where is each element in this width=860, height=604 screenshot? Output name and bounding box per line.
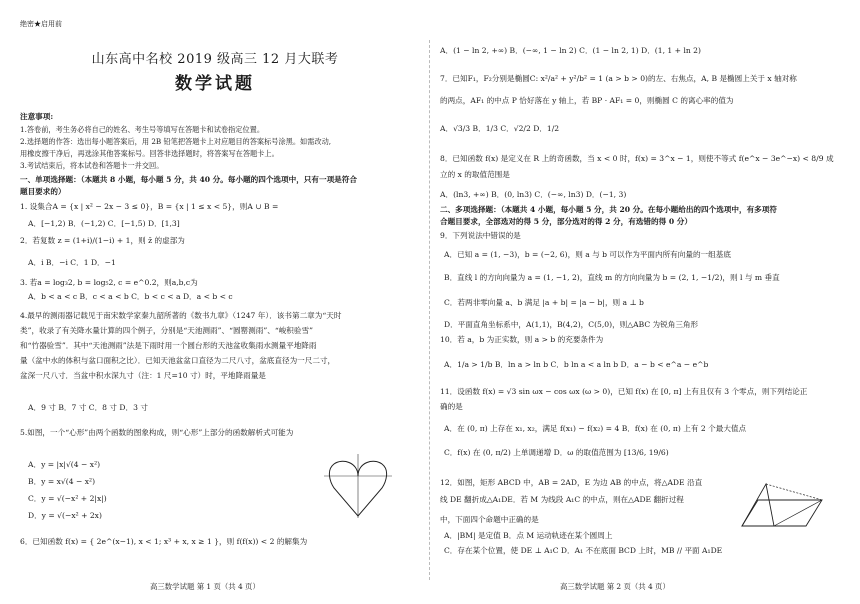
note-line: 1.答卷前，考生务必将自己的姓名、考生号等填写在答题卡和试卷指定位置。 bbox=[20, 125, 265, 134]
note-line: 用橡皮擦干净后，再选涂其他答案标号。回答非选择题时，将答案写在答题卡上。 bbox=[20, 149, 279, 158]
question-12: 12．如图，矩形 ABCD 中，AB = 2AD，E 为边 AB 的中点，将△ADE 沿直 bbox=[440, 478, 703, 487]
question-8-line: 立的 x 的取值范围是 bbox=[440, 170, 510, 179]
question-5-option-c: C．y = √(−x² + 2|x|) bbox=[28, 494, 107, 503]
note-line: 2.选择题的作答：选出每小题答案后，用 2B 铅笔把答题卡上对应题目的答案标号涂黑。如需改动, bbox=[20, 137, 332, 146]
question-5-option-a: A．y = |x|√(4 − x²) bbox=[28, 460, 101, 469]
question-10: 10．若 a，b 为正实数，则 a > b 的充要条件为 bbox=[440, 335, 604, 344]
subject-title: 数学试题 bbox=[175, 74, 255, 94]
question-5-option-d: D．y = √(−x² + 2x) bbox=[28, 511, 102, 520]
question-6-options: A．(1 − ln 2, +∞) B．(−∞, 1 − ln 2) C．(1 − ln 2, 1) D．(1, 1 + ln 2) bbox=[440, 46, 701, 55]
notes-heading: 注意事项: bbox=[20, 112, 54, 121]
question-7-options: A．√3/3 B．1/3 C．√2/2 D．1/2 bbox=[440, 124, 560, 133]
question-5: 5.如图，一个“心形”由两个函数的图象构成，则“心形”上部分的函数解析式可能为 bbox=[20, 428, 294, 437]
question-4-line: 量（盆中水的体积与盆口面积之比）．已知天池盆盆口直径为二尺八寸，盆底直径为一尺二寸， bbox=[20, 356, 336, 365]
question-12-line: 线 DE 翻折成△A₁DE．若 M 为线段 A₁C 的中点，则在△ADE 翻折过程 bbox=[440, 495, 684, 504]
section1-heading-cont: 题目要求的） bbox=[20, 187, 66, 196]
section1-heading: 一、单项选择题：（本题共 8 小题，每小题 5 分，共 40 分。每小题的四个选项中，只有一项是符合 bbox=[20, 175, 357, 184]
question-11-line: 确的是 bbox=[440, 402, 463, 411]
question-9: 9．下列说法中错误的是 bbox=[440, 231, 521, 240]
question-1-options: A．[−1,2) B．(−1,2) C．[−1,5) D．[1,3] bbox=[28, 219, 180, 228]
question-7: 7．已知F₁，F₂分别是椭圆C: x²/a² + y²/b² = 1 (a > b > 0)的左、右焦点，A, B 是椭圆上关于 x 轴对称 bbox=[440, 74, 797, 83]
question-3-options: A．b < a < c B．c < a < b C．b < c < a D．a < b < c bbox=[28, 292, 233, 301]
question-9-option-a: A．已知 a = (1, −3)，b = (−2, 6)，则 a 与 b 可以作为平面内所有向量的一组基底 bbox=[444, 250, 731, 259]
question-8: 8．已知函数 f(x) 是定义在 R 上的奇函数，当 x < 0 时，f(x) = 3^x − 1，则使不等式 f(e^x − 3e^−x) < 8/9 成 bbox=[440, 154, 834, 163]
question-4: 4.最早的测雨器记载见于南宋数学家秦九韶所著的《数书九章》（1247 年）．该书第二章为“天时 bbox=[20, 311, 342, 320]
question-12-options-cd: C．存在某个位置，使 DE ⊥ A₁C D．A₁ 不在底面 BCD 上时，MB // 平面 A₁DE bbox=[444, 546, 723, 555]
question-9-option-c: C．若两非零向量 a、b 满足 |a + b| = |a − b|，则 a ⊥ b bbox=[444, 298, 644, 307]
question-3: 3. 若a = log₃2, b = log₅2, c = e^0.2，则a,b,c为 bbox=[20, 278, 198, 287]
question-9-option-d: D．平面直角坐标系中，A(1,1)，B(4,2)，C(5,0)，则△ABC 为锐角三角形 bbox=[444, 320, 699, 329]
section2-heading-cont: 合题目要求，全部选对的得 5 分，部分选对的得 2 分，有选错的得 0 分） bbox=[440, 217, 692, 226]
question-9-option-b: B．直线 l 的方向向量为 a = (1, −1, 2)，直线 m 的方向向量为 b = (2, 1, −1/2)，则 l 与 m 垂直 bbox=[444, 273, 780, 282]
question-2: 2．若复数 z = (1+i)/(1−i) + 1，则 z̄ 的虚部为 bbox=[20, 236, 185, 245]
question-7-line: 的两点，AF₁ 的中点 P 恰好落在 y 轴上，若 BP · AF₁ = 0，则椭圆 C 的离心率的值为 bbox=[440, 96, 734, 105]
question-11-options-ab: A．在 (0, π) 上存在 x₁, x₂，满足 f(x₁) − f(x₂) = 4 B．f(x) 在 (0, π) 上有 2 个最大值点 bbox=[444, 424, 747, 433]
question-8-options: A．(ln3, +∞) B．(0, ln3) C．(−∞, ln3) D．(−1, 3) bbox=[440, 190, 627, 199]
question-11: 11．设函数 f(x) = √3 sin ωx − cos ωx (ω > 0)，已知 f(x) 在 [0, π] 上有且仅有 3 个零点，则下列结论正 bbox=[440, 387, 808, 396]
question-1: 1. 设集合A = {x | x² − 2x − 3 ≤ 0}，B = {x | 1 ≤ x < 5}，则A ∪ B = bbox=[20, 202, 279, 211]
footer-page-2: 高三数学试题 第 2 页（共 4 页） bbox=[560, 582, 670, 591]
section2-heading: 二、多项选择题：（本题共 4 小题，每小题 5 分，共 20 分。在每小题给出的四个选项中，有多项符 bbox=[440, 205, 777, 214]
question-12-options-ab: A．|BM| 是定值 B．点 M 运动轨迹在某个圆周上 bbox=[444, 531, 613, 540]
question-5-option-b: B．y = x√(4 − x²) bbox=[28, 477, 96, 486]
question-4-line: 和“竹器验雪”．其中“天池测雨”法是下雨时用一个圆台形的天池盆收集雨水测量平地降雨 bbox=[20, 341, 317, 350]
question-11-options-cd: C．f(x) 在 (0, π/2) 上单调递增 D．ω 的取值范围为 [13/6, 19/6) bbox=[444, 448, 669, 457]
question-6: 6．已知函数 f(x) = { 2e^(x−1), x < 1; x³ + x, x ≥ 1 }，则 f(f(x)) < 2 的解集为 bbox=[20, 537, 308, 546]
heart-figure bbox=[322, 452, 394, 520]
fold-figure bbox=[736, 478, 826, 532]
question-4-options: A．9 寸 B．7 寸 C．8 寸 D．3 寸 bbox=[28, 403, 148, 412]
footer-page-1: 高三数学试题 第 1 页（共 4 页） bbox=[150, 582, 260, 591]
question-10-options: A．1/a > 1/b B．ln a > ln b C．b ln a < a ln b D．a − b < e^a − e^b bbox=[444, 360, 709, 369]
question-12-line: 中，下面四个命题中正确的是 bbox=[440, 515, 539, 524]
note-line: 3.考试结束后，将本试卷和答题卡一并交回。 bbox=[20, 161, 164, 170]
secret-label: 绝密★启用前 bbox=[20, 20, 62, 28]
question-2-options: A．i B．−i C．1 D．−1 bbox=[28, 258, 116, 267]
question-4-line: 盆深一尺八寸．当盆中积水深九寸（注：1 尺=10 寸）时，平地降雨量是 bbox=[20, 371, 266, 380]
exam-title: 山东高中名校 2019 级高三 12 月大联考 bbox=[91, 52, 339, 67]
question-4-line: 类”，收录了有关降水量计算的四个例子，分别是“天池测雨”、“圆罂测雨”、“峻积验雪” bbox=[20, 326, 313, 335]
